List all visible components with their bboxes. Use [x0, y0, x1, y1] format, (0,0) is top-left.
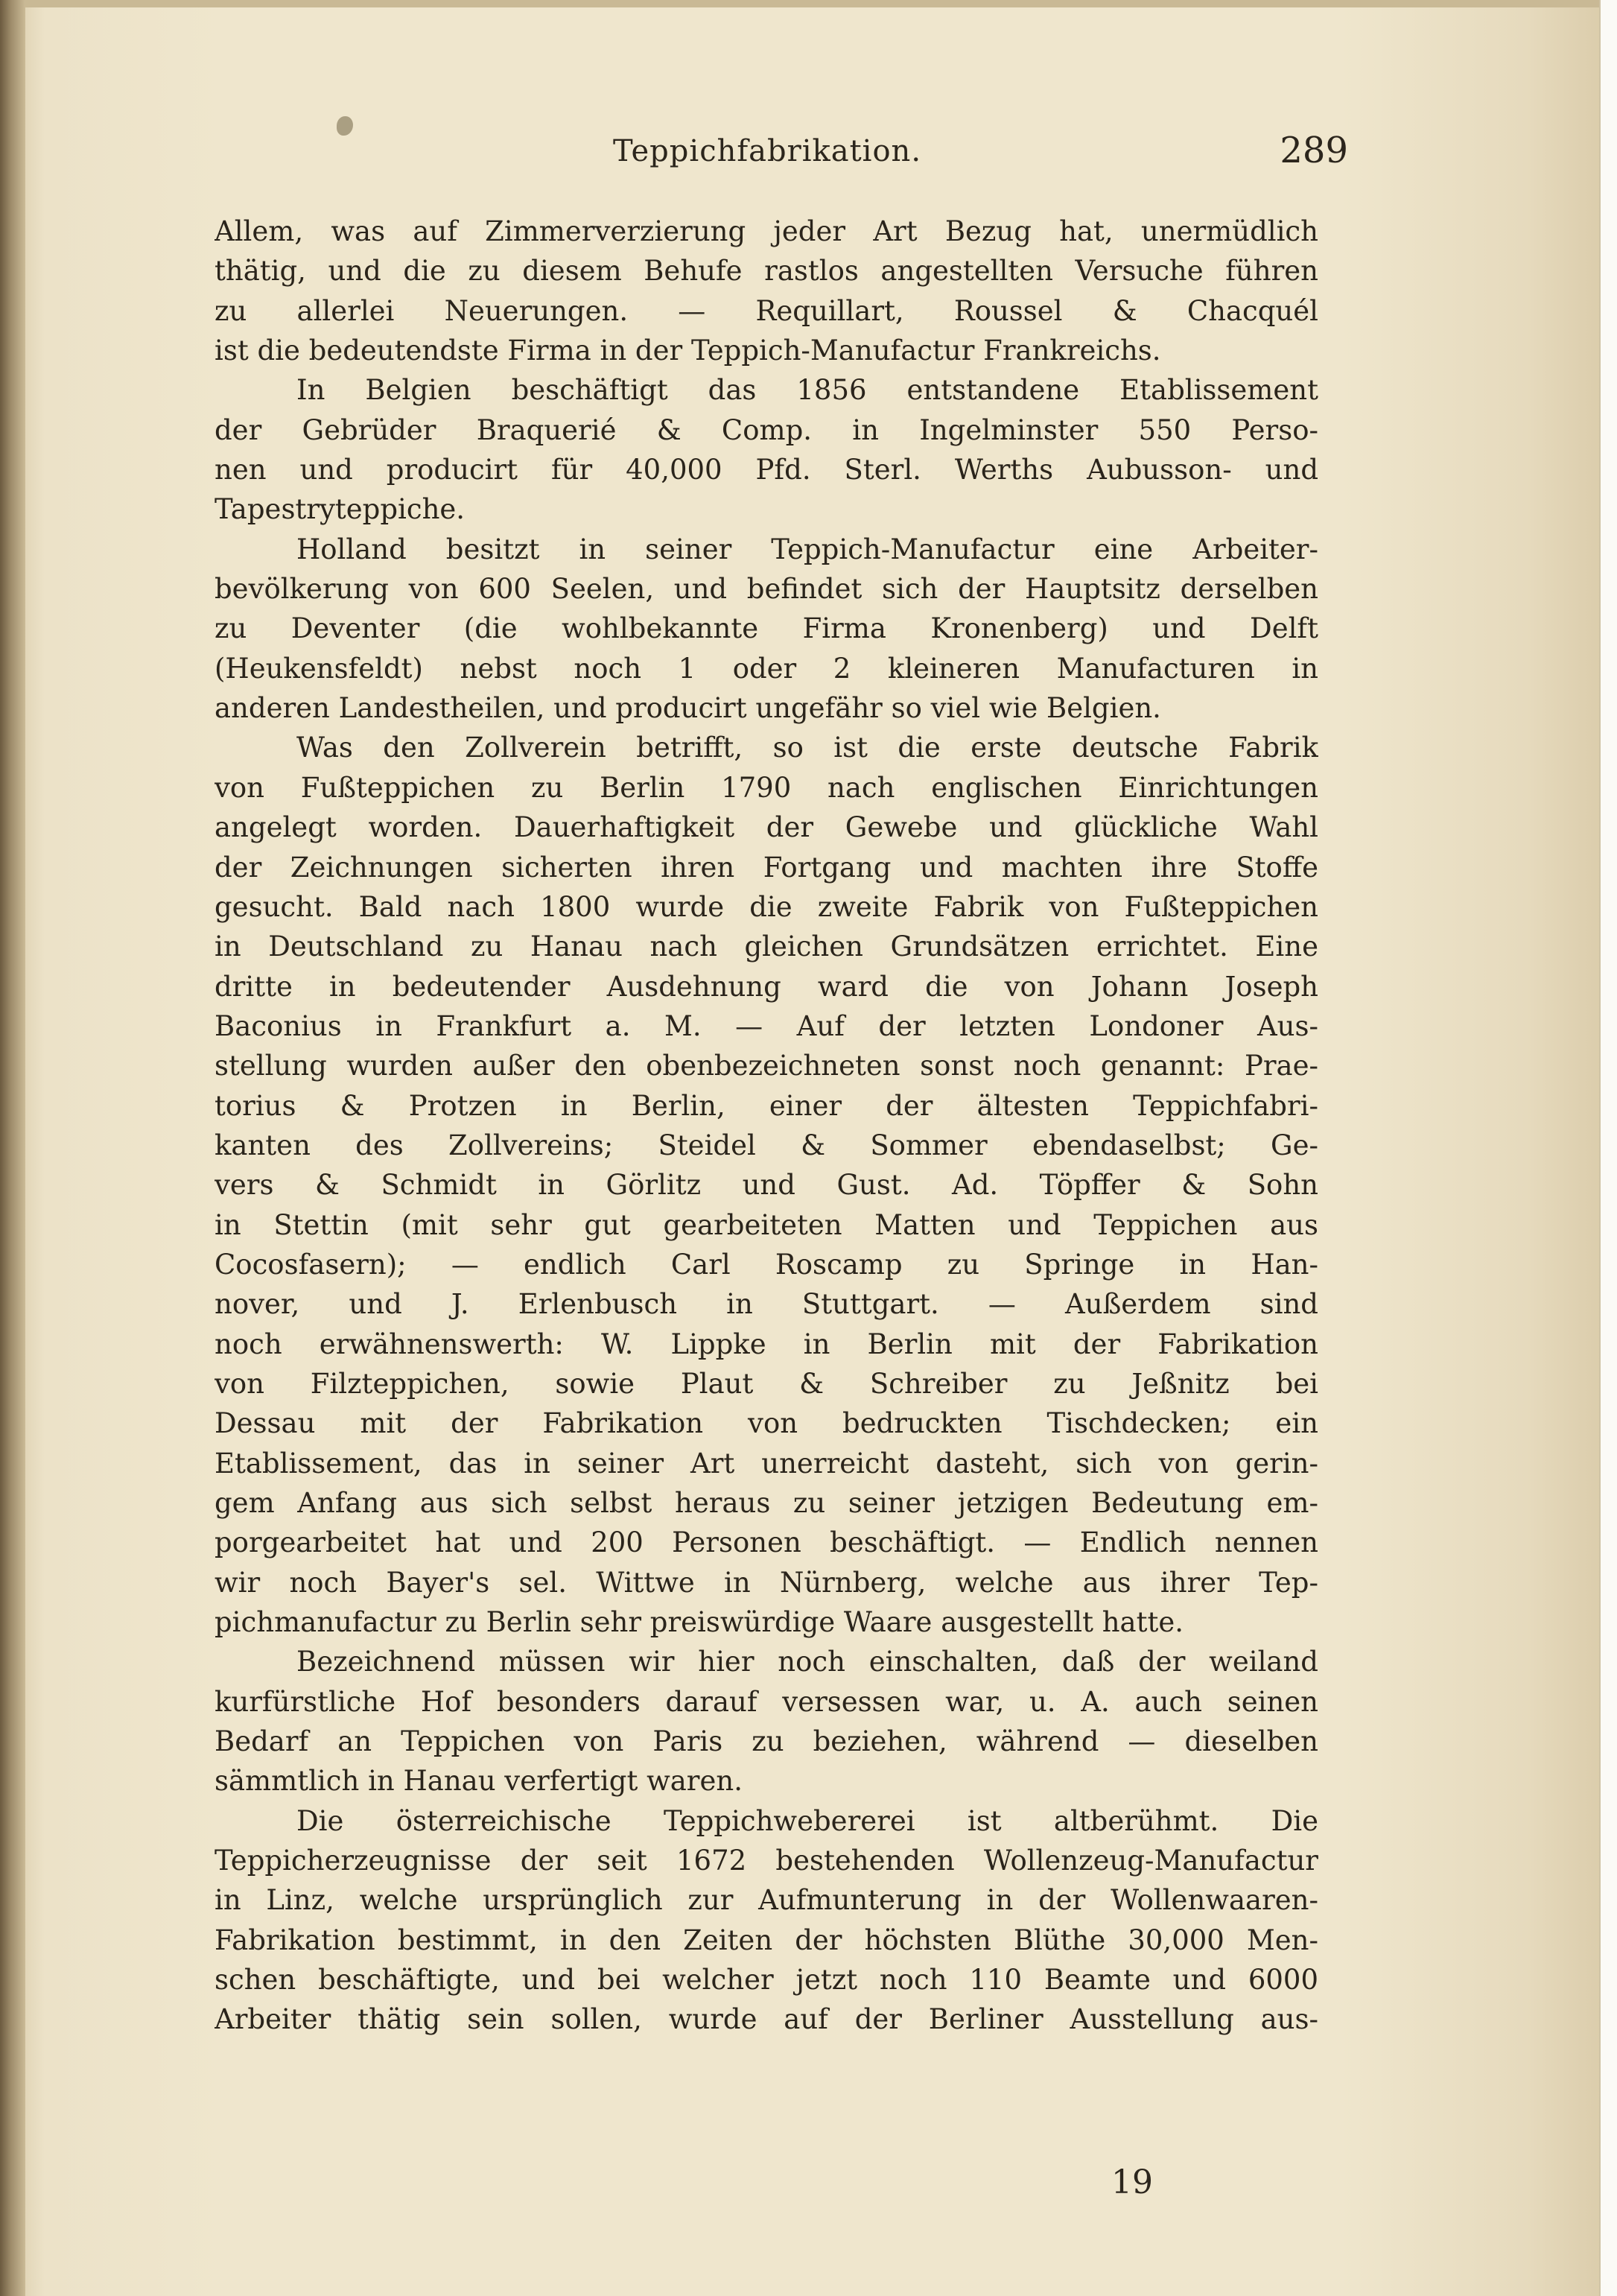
- text-line: gem Anfang aus sich selbst heraus zu seiner jetzigen Bedeutung em-: [215, 1487, 1318, 1519]
- text-line: schen beschäftigte, und bei welcher jetzt noch 110 Beamte und 6000: [215, 1964, 1318, 1997]
- text-line: sämmtlich in Hanau verfertigt waren.: [215, 1765, 743, 1798]
- text-line: nover, und J. Erlenbusch in Stuttgart. — Außerdem sind: [215, 1288, 1318, 1321]
- text-line: in Deutschland zu Hanau nach gleichen Grundsätzen errichtet. Eine: [215, 930, 1318, 963]
- binding-edge: [0, 0, 25, 2296]
- page-right-margin: [1599, 0, 1617, 2296]
- text-line: stellung wurden außer den obenbezeichneten sonst noch genannt: Prae-: [215, 1050, 1318, 1082]
- text-line: porgearbeitet hat und 200 Personen beschäftigt. — Endlich nennen: [215, 1526, 1318, 1559]
- text-line: vers & Schmidt in Görlitz und Gust. Ad. Töpffer & Sohn: [215, 1169, 1318, 1202]
- text-line: Bedarf an Teppichen von Paris zu beziehen, während — dieselben: [215, 1725, 1318, 1758]
- signature-mark: 19: [1111, 2163, 1153, 2201]
- text-line: Teppicherzeugnisse der seit 1672 bestehenden Wollenzeug-Manufactur: [215, 1845, 1318, 1877]
- page-top-edge: [0, 0, 1617, 7]
- text-line: kurfürstliche Hof besonders darauf versessen war, u. A. auch seinen: [215, 1685, 1318, 1718]
- text-line: Die österreichische Teppichwebererei ist altberühmt. Die: [296, 1804, 1318, 1837]
- text-line: nen und producirt für 40,000 Pfd. Sterl. Werths Aubusson- und: [215, 454, 1318, 486]
- text-line: Fabrikation bestimmt, in den Zeiten der höchsten Blüthe 30,000 Men-: [215, 1924, 1318, 1956]
- text-line: Tapestryteppiche.: [215, 493, 466, 526]
- text-line: Cocosfasern); — endlich Carl Roscamp zu Springe in Han-: [215, 1248, 1318, 1281]
- running-title: Teppichfabrikation.: [612, 134, 922, 168]
- text-line: Allem, was auf Zimmerverzierung jeder Art Bezug hat, unermüdlich: [215, 215, 1318, 247]
- text-line: von Fußteppichen zu Berlin 1790 nach englischen Einrichtungen: [215, 771, 1318, 804]
- text-line: wir noch Bayer's sel. Wittwe in Nürnberg, welche aus ihrer Tep-: [215, 1566, 1318, 1599]
- text-line: gesucht. Bald nach 1800 wurde die zweite Fabrik von Fußteppichen: [215, 890, 1318, 923]
- text-line: (Heukensfeldt) nebst noch 1 oder 2 kleineren Manufacturen in: [215, 652, 1318, 685]
- text-line: In Belgien beschäftigt das 1856 entstandene Etablissement: [296, 374, 1318, 407]
- text-line: der Gebrüder Braquerié & Comp. in Ingelminster 550 Perso-: [215, 413, 1318, 446]
- text-line: bevölkerung von 600 Seelen, und befindet sich der Hauptsitz derselben: [215, 573, 1318, 606]
- text-line: ist die bedeutendste Firma in der Teppich-Manufactur Frankreichs.: [215, 334, 1161, 367]
- text-line: zu allerlei Neuerungen. — Requillart, Roussel & Chacquél: [215, 294, 1318, 327]
- text-line: Baconius in Frankfurt a. M. — Auf der letzten Londoner Aus-: [215, 1009, 1318, 1042]
- text-line: zu Deventer (die wohlbekannte Firma Kronenberg) und Delft: [215, 612, 1318, 645]
- text-line: Holland besitzt in seiner Teppich-Manufactur eine Arbeiter-: [296, 533, 1318, 565]
- page-number: 289: [1280, 130, 1348, 171]
- text-line: thätig, und die zu diesem Behufe rastlos angestellten Versuche führen: [215, 255, 1318, 288]
- text-line: anderen Landestheilen, und producirt ungefähr so viel wie Belgien.: [215, 692, 1161, 725]
- text-line: Dessau mit der Fabrikation von bedruckten Tischdecken; ein: [215, 1407, 1318, 1440]
- text-line: in Stettin (mit sehr gut gearbeiteten Matten und Teppichen aus: [215, 1208, 1318, 1241]
- text-line: der Zeichnungen sicherten ihren Fortgang und machten ihre Stoffe: [215, 851, 1318, 884]
- text-line: von Filzteppichen, sowie Plaut & Schreiber zu Jeßnitz bei: [215, 1367, 1318, 1400]
- text-line: Was den Zollverein betrifft, so ist die erste deutsche Fabrik: [296, 732, 1318, 764]
- text-line: in Linz, welche ursprünglich zur Aufmunterung in der Wollenwaaren-: [215, 1884, 1318, 1917]
- text-line: angelegt worden. Dauerhaftigkeit der Gewebe und glückliche Wahl: [215, 811, 1318, 844]
- text-line: kanten des Zollvereins; Steidel & Sommer ebendaselbst; Ge-: [215, 1129, 1318, 1161]
- text-line: dritte in bedeutender Ausdehnung ward die von Johann Joseph: [215, 970, 1318, 1003]
- body-text: [215, 212, 1318, 2040]
- text-line: Arbeiter thätig sein sollen, wurde auf der Berliner Ausstellung aus-: [215, 2003, 1318, 2036]
- text-line: pichmanufactur zu Berlin sehr preiswürdige Waare ausgestellt hatte.: [215, 1606, 1184, 1639]
- text-line: Etablissement, das in seiner Art unerreicht dasteht, sich von gerin-: [215, 1447, 1318, 1480]
- text-line: torius & Protzen in Berlin, einer der ältesten Teppichfabri-: [215, 1089, 1318, 1122]
- text-line: Bezeichnend müssen wir hier noch einschalten, daß der weiland: [296, 1646, 1318, 1678]
- text-line: noch erwähnenswerth: W. Lippke in Berlin mit der Fabrikation: [215, 1328, 1318, 1360]
